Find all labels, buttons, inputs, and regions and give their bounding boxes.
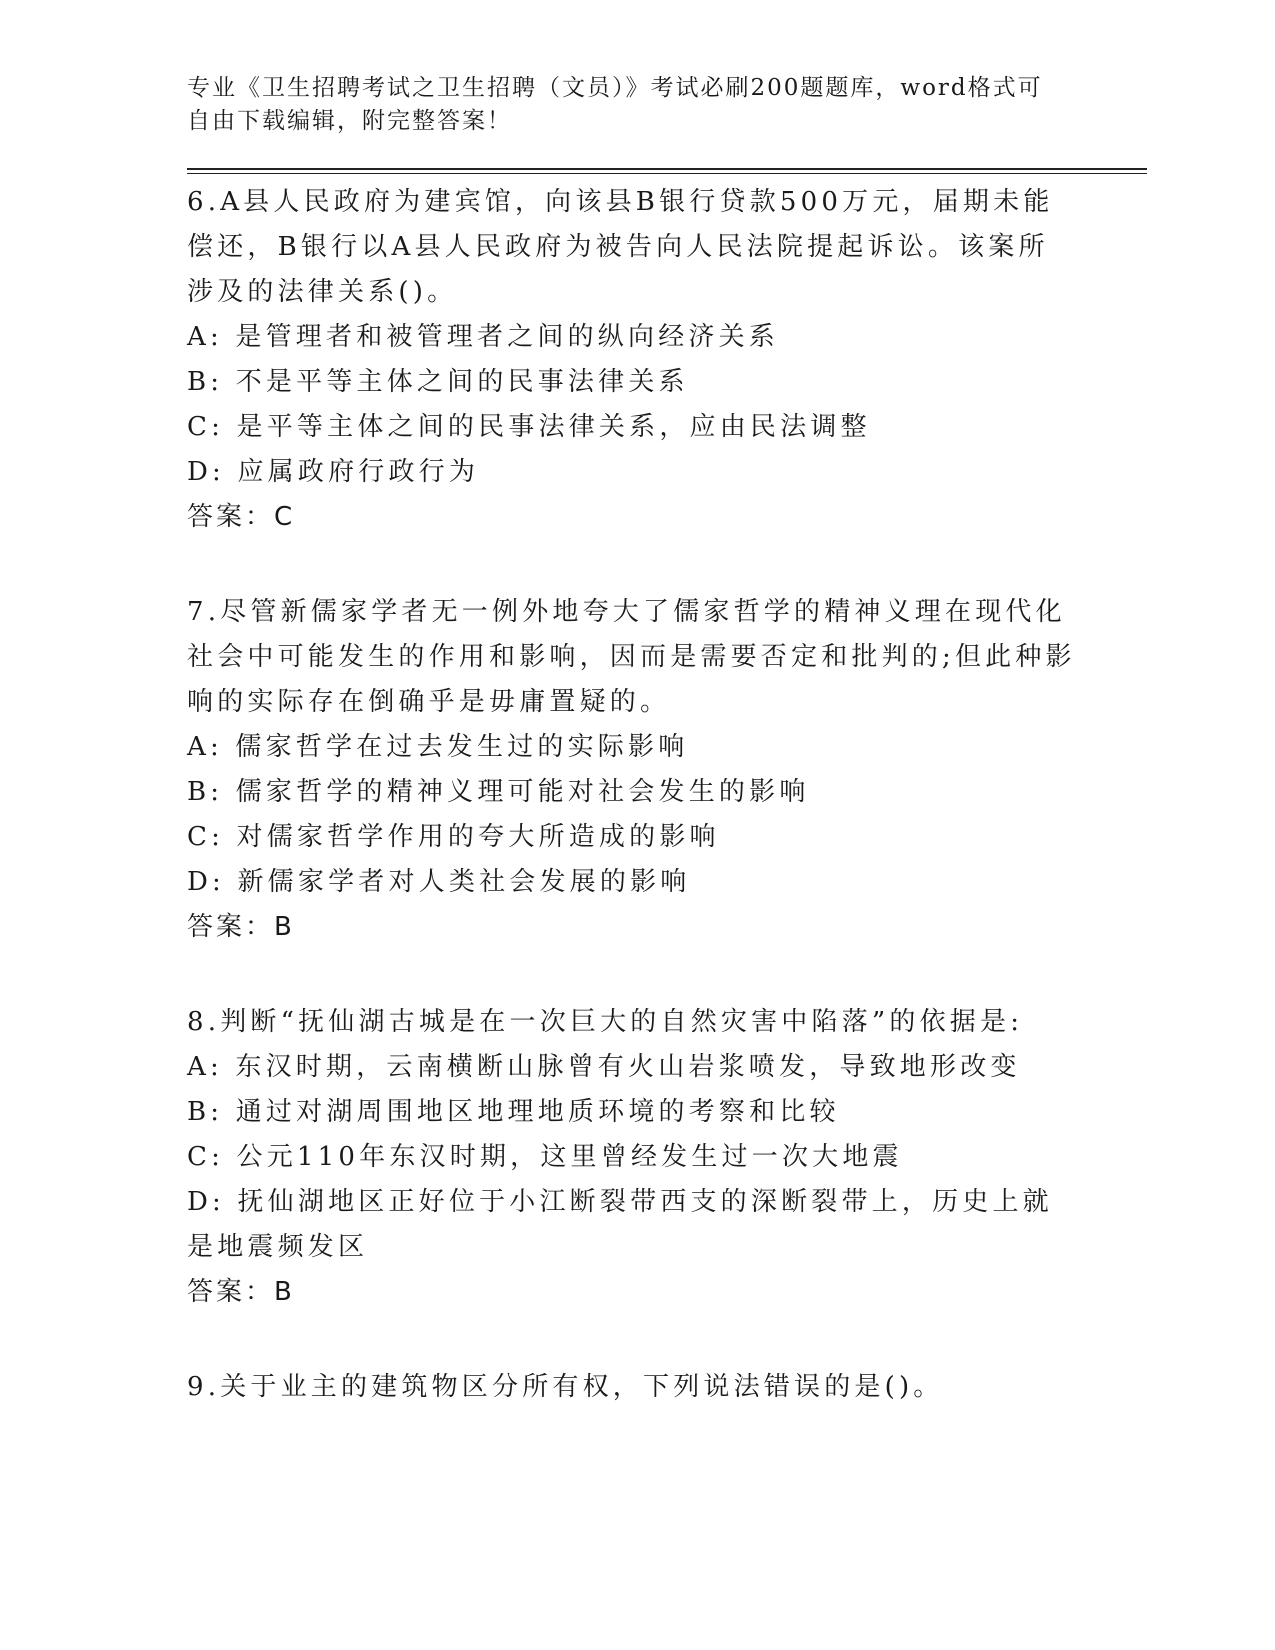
option-d: D: 应属政府行政行为 xyxy=(187,457,480,487)
question-7 xyxy=(187,590,1147,950)
option-c: C: 公元110年东汉时期，这里曾经发生过一次大地震 xyxy=(187,1142,903,1172)
answer-line: 答案：B xyxy=(187,1277,295,1307)
document-header: 专业《卫生招聘考试之卫生招聘（文员）》考试必刷200题题库，word格式可自由下载编辑，附完整答案！ xyxy=(187,75,1043,134)
option-b: B: 通过对湖周围地区地理地质环境的考察和比较 xyxy=(187,1097,840,1127)
question-text: 9.关于业主的建筑物区分所有权，下列说法错误的是()。 xyxy=(187,1372,944,1402)
option-a: A: 东汉时期，云南横断山脉曾有火山岩浆喷发，导致地形改变 xyxy=(187,1052,1021,1082)
question-text: 8.判断“抚仙湖古城是在一次巨大的自然灾害中陷落”的依据是: xyxy=(187,1007,1024,1037)
option-b: B: 儒家哲学的精神义理可能对社会发生的影响 xyxy=(187,777,810,807)
option-a: A: 儒家哲学在过去发生过的实际影响 xyxy=(187,732,689,762)
option-a: A: 是管理者和被管理者之间的纵向经济关系 xyxy=(187,322,780,352)
option-c: C: 对儒家哲学作用的夸大所造成的影响 xyxy=(187,822,720,852)
option-c: C: 是平等主体之间的民事法律关系，应由民法调整 xyxy=(187,412,871,442)
question-text: 6.A县人民政府为建宾馆，向该县B银行贷款500万元，届期未能偿还，B银行以A县人民政府为被告向人民法院提起诉讼。该案所涉及的法律关系()。 xyxy=(187,187,1054,307)
question-6 xyxy=(187,180,1147,540)
option-b: B: 不是平等主体之间的民事法律关系 xyxy=(187,367,689,397)
question-text: 7.尽管新儒家学者无一例外地夸大了儒家哲学的精神义理在现代化社会中可能发生的作用和影响，因而是需要否定和批判的;但此种影响的实际存在倒确乎是毋庸置疑的。 xyxy=(187,597,1076,717)
document-page xyxy=(187,72,1147,1460)
option-d: D: 抚仙湖地区正好位于小江断裂带西支的深断裂带上，历史上就是地震频发区 xyxy=(187,1187,1053,1262)
answer-line: 答案：C xyxy=(187,502,296,532)
question-8 xyxy=(187,1000,1147,1315)
answer-line: 答案：B xyxy=(187,912,295,942)
option-d: D: 新儒家学者对人类社会发展的影响 xyxy=(187,867,691,897)
header-divider xyxy=(187,168,1147,174)
question-9 xyxy=(187,1365,1147,1410)
question-list xyxy=(187,180,1147,1410)
